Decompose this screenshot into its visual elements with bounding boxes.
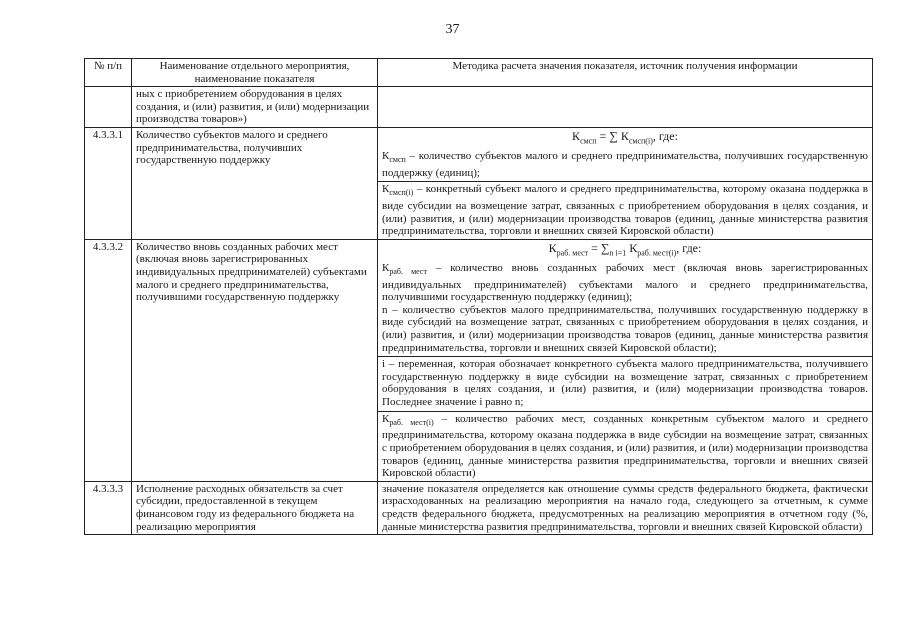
row-number: 4.3.3.3 bbox=[85, 481, 132, 534]
continuation-number bbox=[85, 87, 132, 128]
table-row bbox=[85, 127, 873, 239]
table-header-row bbox=[85, 59, 873, 87]
continuation-row bbox=[85, 87, 873, 128]
divider bbox=[378, 356, 872, 357]
table-row bbox=[85, 481, 873, 534]
definition: $К_{раб. мест(i)}$ – количество рабочих мест, созданных конкретным субъектом малого и среднего предпринимательства, которому оказана поддержка в виде субсидии на возмещение затрат, связанных с приобретением оборудования в целях создания, и (или) развития, и (или) модернизации производства товаров (единиц, данные министерства развития предпринимательства, торговли и внешних связей Кировской области) bbox=[382, 412, 868, 480]
definition: i – переменная, которая обозначает конкретного субъекта малого предпринимательства, получившего государственную поддержку в виде субсидии на возмещение затрат, связанных с приобретением оборудования в целях создания, и (или) развития, и (или) модернизации производства товаров. Последнее значение i равно n; bbox=[382, 358, 868, 408]
definition: $К_{смсп(i)}$ – конкретный субъект малого и среднего предпринимательства, которому оказана поддержка в виде субсидии на возмещение затрат, связанных с приобретением оборудования в целях создания, и (или) развития, и (или) модернизации производства товаров (единиц, данные министерства развития предпринимательства, торговли и внешних связей Кировской области) bbox=[382, 183, 868, 238]
row-name: Количество вновь созданных рабочих мест (включая вновь зарегистрированных индивидуальных предпринимателей) субъектами малого и среднего предпринимательства, получившими государственную поддержку bbox=[132, 239, 378, 481]
row-method: значение показателя определяется как отношение суммы средств федерального бюджета, фактически израсходованных на реализацию мероприятия на начало года, следующего за отчетным, к сумме средств федерального бюджета, предусмотренных на реализацию мероприятия в отчетном году (%, данные министерства развития предпринимательства, торговли и внешних связей Кировской области) bbox=[378, 481, 873, 534]
divider bbox=[378, 181, 872, 182]
row-number: 4.3.3.1 bbox=[85, 127, 132, 239]
formula: $К_{смсп}$ = ∑ $К_{смсп(i)}$, где: bbox=[572, 128, 678, 146]
definition: $К_{раб. мест}$ – количество вновь созданных рабочих мест (включая вновь зарегистрированных индивидуальных предпринимателей) субъектами малого и среднего предпринимательства, получившими государственную поддержку (единиц); bbox=[382, 261, 869, 304]
continuation-method bbox=[378, 87, 873, 128]
table-row bbox=[85, 239, 873, 481]
definition: n – количество субъектов малого предпринимательства, получивших государственную поддержку в виде субсидий на возмещение затрат, связанных с приобретением оборудования в целях создания, и (или) развития, и (или) модернизации производства товаров (единиц, данные министерства развития предпринимательства, торговли и внешних связей Кировской области); bbox=[382, 303, 868, 354]
row-number: 4.3.3.2 bbox=[85, 239, 132, 481]
definition: $К_{смсп}$ – количество субъектов малого и среднего предпринимательства, получивших государственную поддержку (единиц); bbox=[382, 149, 868, 179]
indicator-table bbox=[84, 58, 873, 535]
header-number: № п/п bbox=[85, 59, 132, 87]
row-method bbox=[378, 127, 873, 239]
page-number: 37 bbox=[445, 22, 460, 37]
header-method: Методика расчета значения показателя, источник получения информации bbox=[378, 59, 873, 87]
row-method bbox=[378, 239, 873, 481]
divider bbox=[378, 411, 872, 412]
row-name: Исполнение расходных обязательств за счет субсидии, предоставленной в текущем финансовом году из федерального бюджета на реализацию мероприятия bbox=[132, 481, 378, 534]
row-name: Количество субъектов малого и среднего предпринимательства, получивших государственную поддержку bbox=[132, 127, 378, 239]
continuation-name: ных с приобретением оборудования в целях создания, и (или) развития, и (или) модернизации производства товаров») bbox=[132, 87, 378, 128]
header-name: Наименование отдельного мероприятия, наименование показателя bbox=[132, 59, 378, 87]
formula: $К_{раб. мест} = \sum_{n i=1}$ $К_{раб. мест(i)}$, где: bbox=[548, 240, 702, 258]
